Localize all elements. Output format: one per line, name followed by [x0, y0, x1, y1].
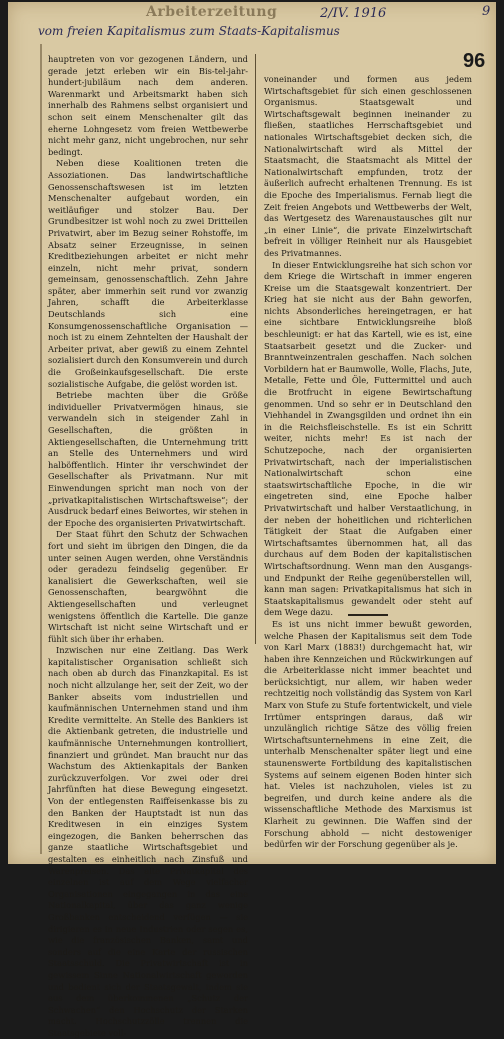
handwritten-corner-number: 9	[482, 4, 491, 19]
page-number: 96	[463, 50, 486, 72]
article-column-left	[48, 54, 248, 1038]
article-end-rule	[348, 614, 388, 616]
paragraph: voneinander und formen aus jedem Wirtschaftsgebiet für sich einen geschlossenen Organismus. Staatsgewalt und Wirtschaftsgewalt beginnen ineinander zu fließen, staatliches Herrschaftsgebiet und nationales Wirtschaftsgebiet decken sich, die Nationalwirtschaft wird als Mittel der Staatsmacht, die Staatsmacht als Mittel der Nationalwirtschaft empfunden, trotz der äußerlich aufrecht erhaltenen Trennung. Es ist die Epoche des Imperialismus. Fernab liegt die Zeit freien Angebots und Wettbewerbs der Welt, das Wertgesetz des Warenaustausches gilt nur „in einer Linie“, die private Einzelwirtschaft befreit in völliger Reinheit nur als Hausgebiet des Privatmannes.	[264, 74, 472, 258]
handwritten-title-note: vom freien Kapitalismus zum Staats-Kapitalismus	[38, 24, 340, 38]
newspaper-masthead: Arbeiterzeitung	[146, 4, 278, 20]
paragraph: Betriebe machten über die Größe individueller Privatvermögen hinaus, sie verwandeln sich in steigender Zahl in Gesellschaften, die größten in Aktiengesellschaften, die Unternehmung tritt an Stelle des Unternehmers und wird halböffentlich. Hinter ihr verschwindet der Gesellschafter als Privatmann. Nur mit Einwendungen spricht man noch von der „privatkapitalistischen Wirtschaftsweise“; der Ausdruck bedarf eines Beiwortes, wir stehen in der Epoche des organisierten Privatwirtschaft.	[48, 390, 248, 528]
paragraph: Inzwischen nur eine Zeitlang. Das Werk kapitalistischer Organisation schließt sich nach oben ab durch das Finanzkapital. Es ist noch nicht allzulange her, seit der Zeit, wo der Banker abseits vom industriellen und kaufmännischen Unternehmen stand und ihm Kredite vermittelte. An Stelle des Bankiers ist die Aktienbank getreten, die industrielle und kaufmännische Unternehmungen kontrolliert, finanziert und gründet. Man braucht nur das Wachstum des Aktienkapitals der Banken zurückzuverfolgen. Vor zwei oder drei Jahrfünften hat diese Bewegung eingesetzt. Von der entlegensten Raiffeisenkasse bis zu den Banken der Hauptstadt ist nun das Kreditwesen in ein einziges System eingezogen, die Banken beherrschen das ganze staatliche Wirtschaftsgebiet und gestalten es einheitlich nach Zinsfuß und Warenpreisen. Das alte Privatkapital des einzelnen ist auf dem Wege vielfacher Organisationen eingegangen in das eine Nationalkapital, über das ganz wenige Großbanken entscheidend verfügen — sie dirigieren es in neue Industrien oder segen es, wie die französischen Banken, samt und sonders auf die eine Karte der russischen Staatsschuld. Die Privatwirtschaft ist in gewissem Sinne Nationalwirtschaft geworden und bedient sich der Staatsgewalt, indem sie aus dem überkommenen „Schutz der Schwachen“ den Hochschutz der Starken macht. Hochschutzzölle trennen die Staatsgebiete voll-	[48, 645, 248, 1038]
paragraph: Der Staat führt den Schutz der Schwachen fort und sieht im übrigen den Dingen, die da unter seinen Augen werden, ohne Verständnis oder geradezu feindselig gegenüber. Er kanalisiert die Gewerkschaften, weil sie Genossenschaften, beargwöhnt die Aktiengesellschaften und verleugnet wenigstens öffentlich die Kartelle. Die ganze Wirtschaft ist nicht seine Wirtschaft und er fühlt sich über ihr erhaben.	[48, 529, 248, 644]
column-divider	[255, 54, 256, 644]
paragraph: Es ist uns nicht immer bewußt geworden, welche Phasen der Kapitalismus seit dem Tode von Karl Marx (1883!) durchgemacht hat, wir haben ihre Kennzeichen und Rückwirkungen auf die Arbeiterklasse nicht immer beachtet und berücksichtigt, nur allem, wir haben weder rechtzeitig noch vollständig das System von Karl Marx von Stufe zu Stufe fortentwickelt, und viele Irrtümer entspringen daraus, daß wir unzulänglich richtige Sätze des völlig freien Wirtschaftsunternehmens in eine Zeit, die unterhalb Menschenalter später liegt und eine staunenswerte Fortbildung des kapitalistischen Systems auf seinem eigenen Boden hinter sich hat. Vieles ist nachzuholen, vieles ist zu begreifen, und durch keine andere als die wissenschaftliche Methode des Marxismus ist Klarheit zu gewinnen. Die Waffen sind der Forschung abhold — nicht destoweniger bedürfen wir der Forschung gegenüber als je.	[264, 618, 472, 850]
newspaper-clipping	[8, 2, 496, 1038]
article-column-right	[264, 74, 472, 850]
paragraph: Neben diese Koalitionen treten die Assoziationen. Das landwirtschaftliche Genossenschaftswesen ist im letzten Menschenalter aufgebaut worden, ein weitläufiger und stolzer Bau. Der Grundbesitzer ist wohl noch zu zwei Dritteilen Privatwirt, aber im Bezug seiner Rohstoffe, im Absatz seiner Erzeugnisse, in seinen Kreditbeziehungen arbeitet er nicht mehr einzeln, nicht mehr privat, sondern gemeinsam, genossenschaftlich. Zehn Jahre später, aber immerhin seit rund vor zwanzig Jahren, schafft die Arbeiterklasse Deutschlands sich eine Konsumgenossenschaftliche Organisation — noch ist zu einem Zehntelten der Haushalt der Arbeiter privat, aber gewiß zu einem Zehntel sozialisiert durch den Konsumverein und durch die Großeinkaufsgesellschaft. Die erste sozialistische Aufgabe, die gelöst worden ist.	[48, 158, 248, 389]
handwritten-date: 2/IV. 1916	[320, 6, 387, 21]
paragraph: In dieser Entwicklungsreihe hat sich schon vor dem Kriege die Wirtschaft in immer engeren Kreise um die Staatsgewalt konzentriert. Der Krieg hat sie nicht aus der Bahn geworfen, nichts Absonderliches hereingetragen, er hat eine sichtbare Entwicklungsreihe bloß beschleunigt: er hat das Kartell, wie es ist, eine Staatsarbeit gesetzt und die Zucker- und Branntweinzentralen geschaffen. Nach solchen Vorbildern hat er Baumwolle, Wolle, Flachs, Jute, Metalle, Fette und Öle, Futtermittel und auch die Brotfrucht in eigene Bewirtschaftung genommen. Und so sehr er in Deutschland den Viehhandel in Zwangsgilden und ordnet ihn ein in die Reichsfleischstelle. Es ist ein Schritt weiter, nichts mehr! Es ist nach der Schutzepoche, nach der organisierten Privatwirtschaft, nach der imperialistischen Nationalwirtschaft schon eine staatswirtschaftliche Epoche, in die wir eingetreten sind, eine Epoche halber Privatwirtschaft und halber Verstaatlichung, in der neben der hoheitlichen und richterlichen Tätigkeit der Staat die Aufgaben einer Wirtschaftsamtes übernommen hat, all das durchaus auf dem Boden der kapitalistischen Wirtschaftsordnung. Wenn man den Ausgangs- und Endpunkt der Reihe gegenüberstellen will, kann man sagen: Privatkapitalismus hat sich in Staatskapitalismus gewandelt oder steht auf dem Wege dazu.	[264, 259, 472, 618]
paragraph: hauptreten von vor gezogenen Ländern, und gerade jetzt erleben wir ein Bis-tel-jahr-hundert-jubiläum nach dem anderen. Warenmarkt und Arbeitsmarkt haben sich innerhalb des Rahmens selbst organisiert und schon seit einem Menschenalter gilt das eherne Lohngesetz vom freien Wettbewerbe nicht mehr ganz, nicht ungebrochen, nur sehr bedingt.	[48, 54, 248, 157]
clipping-edge	[40, 44, 42, 854]
